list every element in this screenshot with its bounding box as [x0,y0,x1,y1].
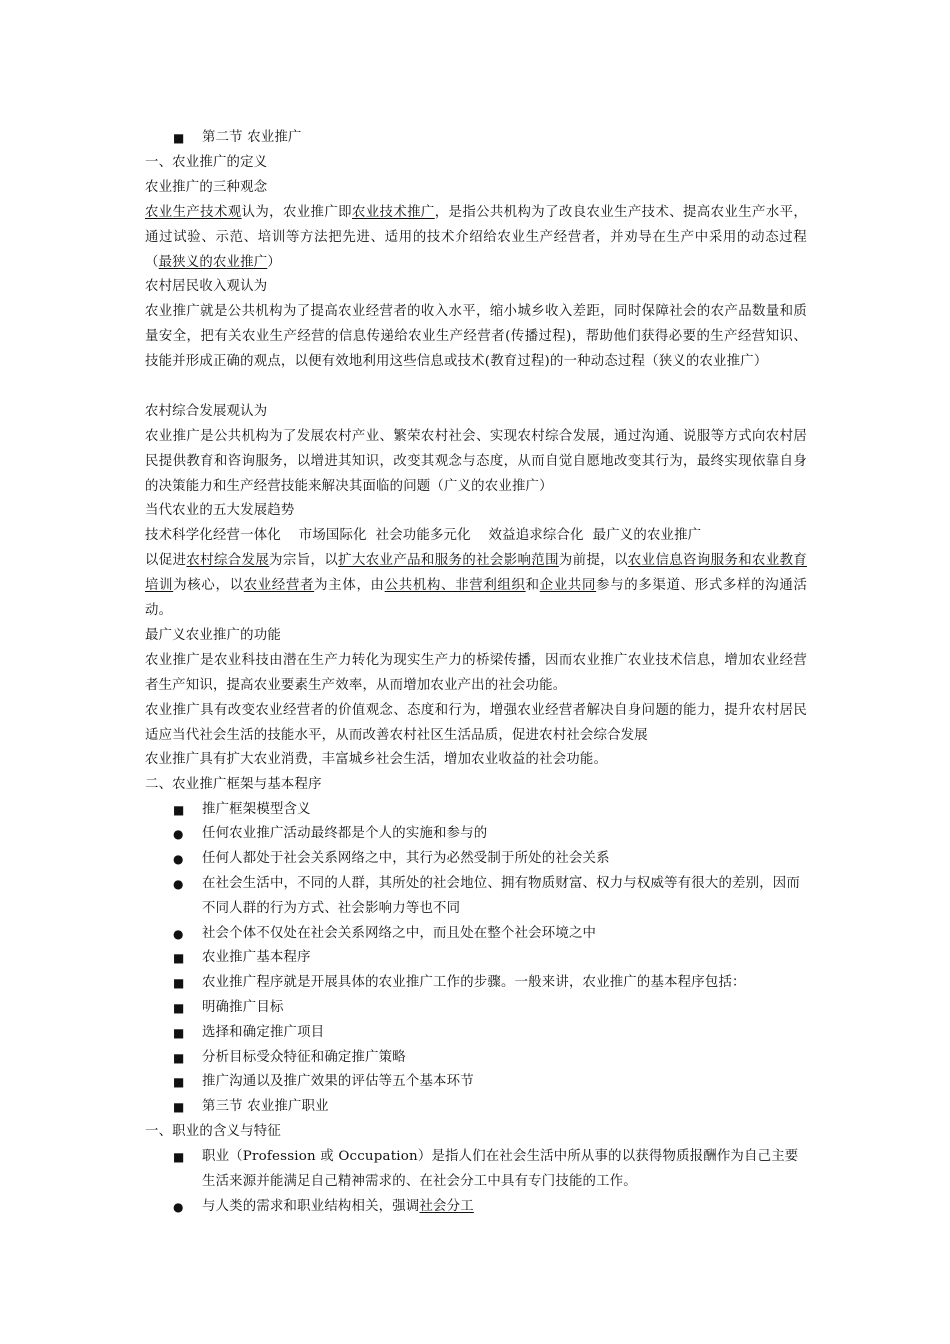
underlined-term: 最狭义的农业推广 [158,254,268,270]
bullet-square-icon: ■ [173,803,185,817]
subheading-development-view: 农村综合发展观认为 [145,404,268,419]
bullet-square-icon: ■ [173,1051,185,1065]
bullet-dot-icon: ● [173,852,184,866]
underlined-term: 农业技术推广 [351,205,435,220]
list-item: 分析目标受众特征和确定推广策略 [202,1050,406,1065]
bullet-square-icon: ■ [173,1100,185,1114]
paragraph-broadest-definition: 以促进农村综合发展为宗旨，以扩大农业产品和服务的社会影响范围为前提，以农业信息咨询服务和农业教育培训为核心，以农业经营者为主体，由公共机构、非营利组织和企业共同参与的多渠道、形式多样的沟通活动。 [145,553,808,618]
list-item: 在社会生活中，不同的人群，其所处的社会地位、拥有物质财富、权力与权威等有很大的差别，因而不同人群的行为方式、社会影响力等也不同 [202,876,800,916]
career-definition: 职业（Profession 或 Occupation）是指人们在社会生活中所从事的以获得物质报酬作为自己主要生活来源并能满足自己精神需求的、在社会分工中具有专门技能的工作。 [202,1149,799,1189]
list-item: 推广沟通以及推广效果的评估等五个基本环节 [202,1074,474,1089]
bullet-square-icon: ■ [173,1075,185,1089]
bullet-dot-icon: ● [173,827,184,841]
underlined-term: 农业经营者 [243,577,315,593]
heading-definition: 一、农业推广的定义 [145,155,268,170]
list-item: 选择和确定推广项目 [202,1025,325,1040]
underlined-term: 扩大农业产品和服务的社会影响范围 [338,553,559,568]
list-item: 任何人都处于社会关系网络之中，其行为必然受制于所处的社会关系 [202,851,610,866]
underlined-term: 农业生产技术观 [145,205,242,220]
list-item: 农业推广基本程序 [202,950,311,965]
heading-framework: 二、农业推广框架与基本程序 [145,777,322,792]
paragraph-function-2: 农业推广具有改变农业经营者的价值观念、态度和行为，增强农业经营者解决自身问题的能力，提升农村居民适应当代社会生活的技能水平，从而改善农村社区生活品质，促进农村社会综合发展 [145,703,807,743]
list-item: 社会个体不仅处在社会关系网络之中，而且处在整个社会环境之中 [202,926,597,941]
underlined-term: 公共机构、非营利组织 [384,577,526,593]
bullet-dot-icon: ● [173,1200,184,1214]
underlined-term: 农业信息咨询服务和农业教育培训 [145,553,808,593]
paragraph-development-view: 农业推广是公共机构为了发展农村产业、繁荣农村社会、实现农村综合发展，通过沟通、说服等方式向农村居民提供教育和咨询服务，以增进其知识，改变其观念与态度，从而自觉自愿地改变其行为，最终实现依靠自身的决策能力和生产经营技能来解决其面临的问题（广义的农业推广） [145,429,807,494]
bullet-square-icon: ■ [173,951,185,965]
bullet-square-icon: ■ [173,1026,185,1040]
subheading-income-view: 农村居民收入观认为 [145,279,268,294]
bullet-square-icon: ■ [173,1001,185,1015]
paragraph-income-view: 农业推广就是公共机构为了提高农业经营者的收入水平，缩小城乡收入差距，同时保障社会的农产品数量和质量安全，把有关农业生产经营的信息传递给农业生产经营者(传播过程)，帮助他们获得必要的生产经营知识、技能并形成正确的观点，以便有效地利用这些信息或技术(教育过程)的一种动态过程（狭义的农业推广） [145,304,807,369]
list-item: 推广框架模型含义 [202,802,311,817]
section-heading: 第三节 农业推广职业 [202,1099,329,1114]
list-item: 与人类的需求和职业结构相关，强调社会分工 [202,1199,474,1214]
paragraph-tech-view: 农业生产技术观认为，农业推广即农业技术推广，是指公共机构为了改良农业生产技术、提高农业生产水平，通过试验、示范、培训等方法把先进、适用的技术介绍给农业生产经营者，并劝导在生产中采用的动态过程（最狭义的农业推广） [145,205,808,270]
subheading-trends: 当代农业的五大发展趋势 [145,503,295,518]
bullet-square-icon: ■ [173,1150,185,1164]
underlined-term: 企业共同 [539,577,597,593]
bullet-square-icon: ■ [173,976,185,990]
subheading-three-views: 农业推广的三种观念 [145,180,268,195]
list-item: 任何农业推广活动最终都是个人的实施和参与的 [202,826,488,841]
bullet-dot-icon: ● [173,927,184,941]
underlined-term: 社会分工 [419,1199,474,1214]
section-heading: 第二节 农业推广 [202,130,302,145]
trends-line: 技术科学化经营一体化 市场国际化 社会功能多元化 效益追求综合化 最广义的农业推广 [145,528,702,543]
subheading-functions: 最广义农业推广的功能 [145,628,281,643]
list-item: 明确推广目标 [202,1000,284,1015]
bullet-square-icon: ■ [173,131,185,145]
paragraph-function-3: 农业推广具有扩大农业消费，丰富城乡社会生活，增加农业收益的社会功能。 [145,752,608,767]
list-item: 农业推广程序就是开展具体的农业推广工作的步骤。一般来讲，农业推广的基本程序包括： [202,975,746,990]
underlined-term: 农村综合发展 [186,553,270,568]
heading-career: 一、职业的含义与特征 [145,1124,281,1139]
paragraph-function-1: 农业推广是农业科技由潜在生产力转化为现实生产力的桥梁传播，因而农业推广农业技术信息，增加农业经营者生产知识，提高农业要素生产效率，从而增加农业产出的社会功能。 [145,653,807,693]
bullet-dot-icon: ● [173,877,184,891]
